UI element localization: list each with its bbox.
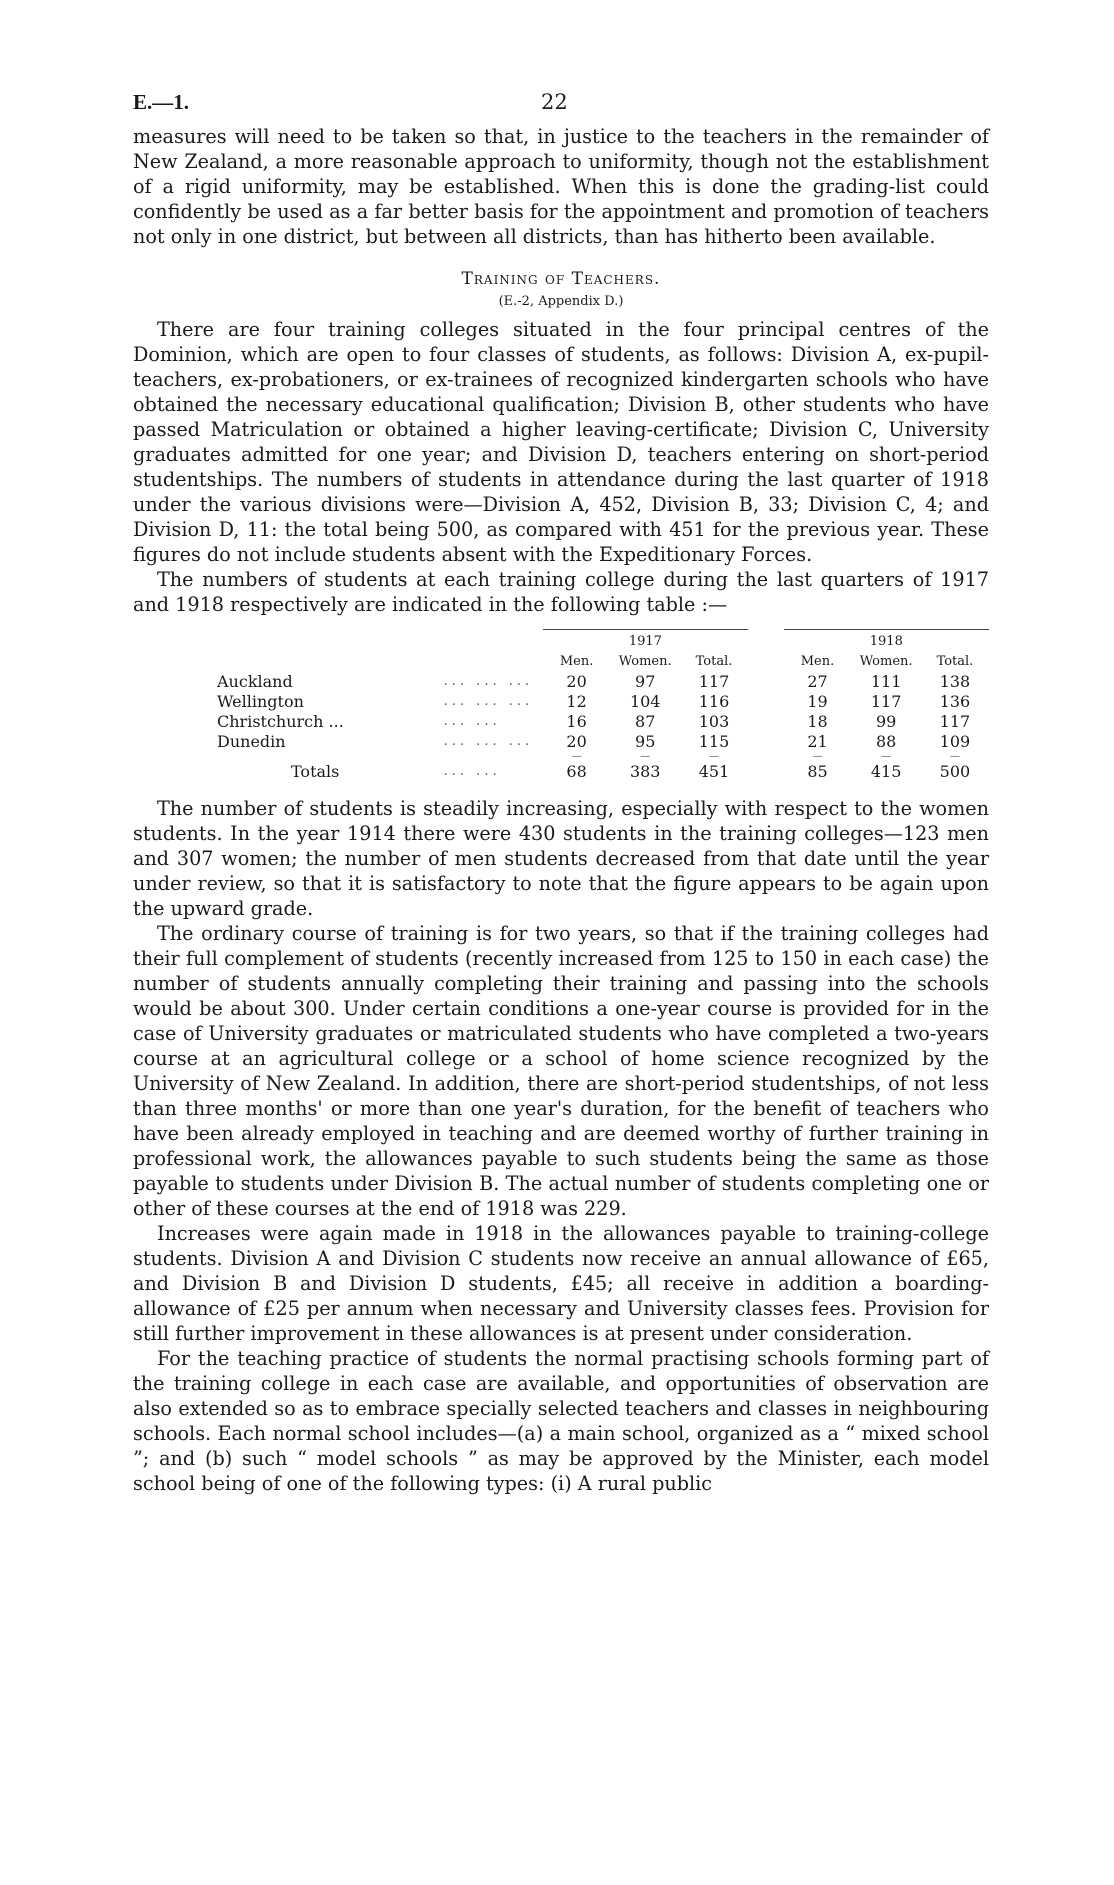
college-name: Wellington xyxy=(217,692,304,711)
table-cell: 117 xyxy=(698,672,730,691)
college-name: Dunedin xyxy=(217,732,286,751)
totals-label: Totals xyxy=(291,762,340,781)
table-cell: 95 xyxy=(635,732,656,751)
leader-dots: ... ... ... xyxy=(443,674,534,689)
college-name: Auckland xyxy=(217,672,293,691)
column-header: Men. xyxy=(559,654,594,669)
leader-dots: ... ... xyxy=(443,714,501,729)
rule-mark: — xyxy=(949,751,960,762)
leader-dots: ... ... ... xyxy=(443,734,534,749)
table-column-header-row xyxy=(211,652,989,672)
column-header: Total. xyxy=(695,654,733,669)
paragraph: There are four training colleges situated in the four principal centres of the Dominion, which are open to four classes of students, as follows: Division A, ex-pupil-teachers, ex-probationers, or ex-trainees of recognized kindergarten schools who have obtained the necessary educational qualification; Division B, other students who have passed Matriculation or obtained a higher leaving-certificate; Division C, University graduates admitted for one year; and Division D, teachers entering on short-period studentships. The numbers of students in attendance during the last quarter of 1918 under the various divisions were—Division A, 452, Division B, 33; Division C, 4; and Division D, 11: the total being 500, as compared with 451 for the previous year. These figures do not include students absent with the Expeditionary Forces. xyxy=(133,318,989,566)
leader-dots: ... ... xyxy=(443,764,501,779)
rule-mark: — xyxy=(708,751,719,762)
table-row xyxy=(211,692,989,712)
table-row xyxy=(211,712,989,732)
table-cell: 103 xyxy=(698,712,730,731)
leader-dots: ... ... ... xyxy=(443,694,534,709)
table-cell: 99 xyxy=(875,712,897,731)
total-cell: 500 xyxy=(939,762,971,781)
table-cell: 136 xyxy=(939,692,971,711)
table-cell: 117 xyxy=(939,712,971,731)
table-row xyxy=(211,732,989,752)
total-cell: 451 xyxy=(698,762,730,781)
rule-mark: — xyxy=(881,751,892,762)
after-table-section xyxy=(133,796,989,1496)
table-year-header-row xyxy=(211,630,989,653)
table-cell: 111 xyxy=(870,672,902,691)
section-title: Training of Teachers. xyxy=(461,269,661,289)
column-header: Women. xyxy=(618,654,672,669)
column-header: Women. xyxy=(859,654,913,669)
table-cell: 109 xyxy=(939,732,971,751)
table-cell: 20 xyxy=(566,672,587,691)
table-cell: 88 xyxy=(875,732,897,751)
table-cell: 21 xyxy=(807,732,828,751)
paragraph: The numbers of students at each training college during the last quarters of 1917 and 1918 respectively are indicated in the following table :— xyxy=(133,568,989,616)
section-subtitle: (E.-2, Appendix D.) xyxy=(498,294,624,309)
table-cell: 18 xyxy=(807,712,828,731)
page-number: 22 xyxy=(541,90,568,114)
table-cell: 104 xyxy=(629,692,661,711)
rule-mark: — xyxy=(571,751,582,762)
paragraph: Increases were again made in 1918 in the allowances payable to training-college students. Division A and Division C students now receive an annual allowance of £65, and Division B and Division D students, £45; all receive in addition a boarding-allowance of £25 per annum when necessary and University classes fees. Provision for still further improvement in these allowances is at present under consideration. xyxy=(133,1222,989,1345)
totals-row xyxy=(211,762,989,782)
table-cell: 117 xyxy=(870,692,902,711)
table-row xyxy=(211,672,989,692)
table-cell: 87 xyxy=(635,712,656,731)
total-cell: 415 xyxy=(870,762,902,781)
column-header: Men. xyxy=(800,654,835,669)
table-cell: 138 xyxy=(939,672,971,691)
page-header xyxy=(133,90,989,124)
total-cell: 85 xyxy=(807,762,828,781)
paragraph: For the teaching practice of students the normal practising schools forming part of the training college in each case are available, and opportunities of observation are also extended so as to embrace specially selected teachers and classes in neighbouring schools. Each normal school includes—(a) a main school, organized as a “ mixed school ”; and (b) such “ model schools ” as may be approved by the Minister, each model school being of one of the following types: (i) A rural public xyxy=(133,1347,989,1495)
total-cell: 68 xyxy=(566,762,587,781)
table-cell: 16 xyxy=(566,712,587,731)
column-header: Total. xyxy=(936,654,974,669)
paragraph: The number of students is steadily increasing, especially with respect to the women students. In the year 1914 there were 430 students in the training colleges—123 men and 307 women; the number of men students decreased from that date until the year under review, so that it is satisfactory to note that the figure appears to be again upon the upward grade. xyxy=(133,797,989,920)
table-cell: 20 xyxy=(566,732,587,751)
paragraph: The ordinary course of training is for two years, so that if the training colleges had their full complement of students (recently increased from 125 to 150 in each case) the number of students annually completing their training and passing into the schools would be about 300. Under certain conditions a one-year course is provided for in the case of University graduates or matriculated students who have completed a two-years course at an agricultural college or a school of home science recognized by the University of New Zealand. In addition, there are short-period studentships, of not less than three months' or more than one year's duration, for the benefit of teachers who have been already employed in teaching and are deemed worthy of further training in professional work, the allowances payable to such students being the same as those payable to students under Division B. The actual number of students completing one or other of these courses at the end of 1918 was 229. xyxy=(133,922,989,1220)
table-cell: 115 xyxy=(698,732,730,751)
table-rule-row xyxy=(211,752,989,762)
students-table xyxy=(211,629,989,782)
document-page xyxy=(133,90,989,1496)
rule-mark: — xyxy=(640,751,651,762)
table-cell: 19 xyxy=(807,692,828,711)
college-name: Christchurch ... xyxy=(217,712,344,731)
table-cell: 12 xyxy=(566,692,587,711)
table-cell: 97 xyxy=(635,672,656,691)
table-cell: 27 xyxy=(807,672,828,691)
intro-paragraph: measures will need to be taken so that, in justice to the teachers in the remainder of New Zealand, a more reasonable approach to uniformity, though not the establishment of a rigid uniformity, may be established. When this is done the grading-list could confidently be used as a far better basis for the appointment and promotion of teachers not only in one district, but between all districts, than has hitherto been available. xyxy=(133,125,989,248)
document-code: E.—1. xyxy=(133,90,190,114)
rule-mark: — xyxy=(812,751,823,762)
table-cell: 116 xyxy=(698,692,730,711)
total-cell: 383 xyxy=(629,762,661,781)
year-1917-header: 1917 xyxy=(543,630,748,653)
year-1918-header: 1918 xyxy=(784,630,989,653)
